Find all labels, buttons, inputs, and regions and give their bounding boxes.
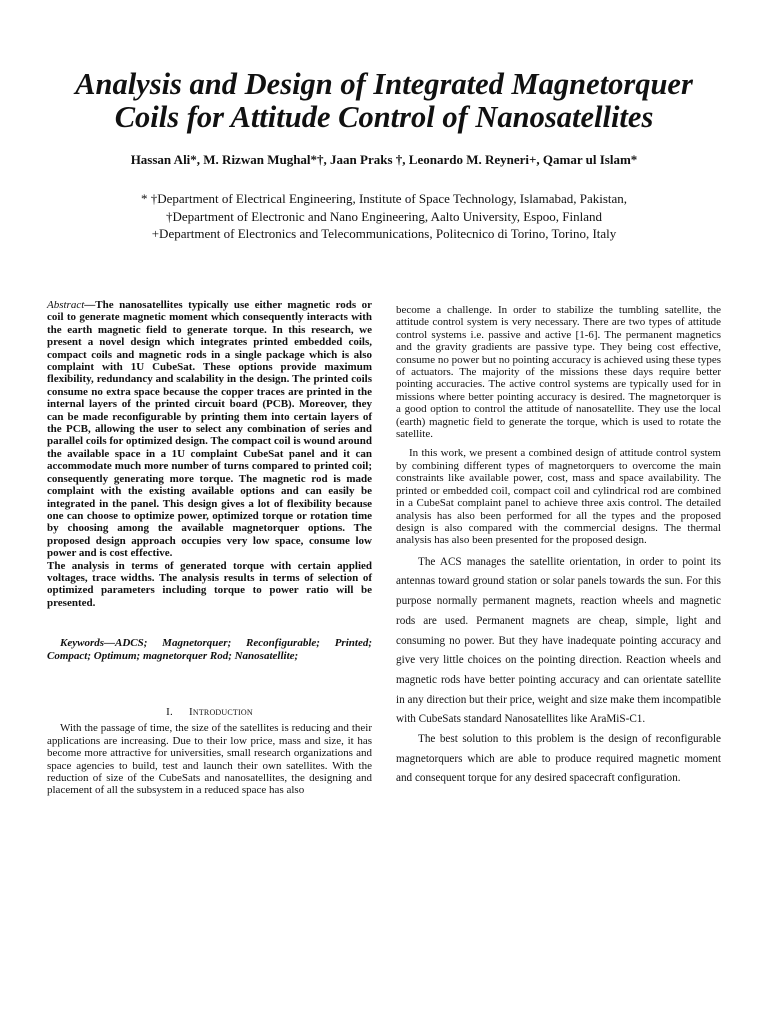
affiliation-3: +Department of Electronics and Telecommunications, Politecnico di Torino, Torino, Italy: [151, 226, 617, 241]
keywords: [47, 637, 372, 662]
affiliation-1: * †Department of Electrical Engineering, Institute of Space Technology, Islamabad, Pakistan,: [140, 191, 628, 206]
right-paragraph-4: The best solution to this problem is the design of reconfigurable magnetorquers which are able to produce required magnetic moment and consequent torque for any desired spacecraft configuration.: [396, 733, 721, 785]
author-list: Hassan Ali*, M. Rizwan Mughal*†, Jaan Praks †, Leonardo M. Reyneri+, Qamar ul Islam*: [130, 152, 638, 167]
title-line-1: Analysis and Design of Integrated Magnetorquer: [75, 67, 693, 101]
abstract: [47, 299, 372, 560]
affiliations: [30, 190, 738, 243]
section-number: I.: [166, 705, 173, 718]
keywords-text: ADCS; Magnetorquer; Reconfigurable; Printed; Compact; Optimum; magnetorquer Rod; Nanosatellite;: [47, 637, 372, 662]
abstract-lead: Abstract: [47, 299, 85, 311]
right-paragraph-3: The ACS manages the satellite orientation, in order to point its antennas toward ground station or solar panels towards the sun. For this purpose normally permanent magnets, reaction wheels and magnetic rods are used. Permanent magnets are cheap, simple, light and consuming no power. But they have inadequate pointing accuracy and give very little choices on the pointing direction. Reaction wheels and magnetic rods have better pointing accuracy and can orientate satellite in any direction but their price, weight and size make them incompatible with CubeSats standard Nanosatellites like AraMiS-C1.: [396, 555, 721, 726]
paper-title: [40, 68, 728, 134]
abstract-text-2: The analysis in terms of generated torque with certain applied voltages, trace widths. The analysis results in terms of selection of optimized parameters including torque to power ratio will be presented.: [47, 559, 372, 609]
right-paragraph-1: become a challenge. In order to stabilize the tumbling satellite, the attitude control system is very necessary. There are two types of attitude control systems i.e. passive and active [1-6]. The permanent magnetics and the gravity gradients are passive type. They being cost effective, consume no power but no pointing accuracy is achieved using these types of actuators. The majority of the missions these days require better pointing accuracies. The active control systems are typically used for in missions where better pointing accuracy is desired. The magnetorquer is a good option to control the attitude of nanosatellite. They use the local (earth) magnetic field to generate the torque, which is used to rotate the satellite.: [396, 304, 721, 441]
intro-paragraph-1: With the passage of time, the size of the satellites is reducing and their applications are increasing. Due to their low price, mass and size, it has become more attractive for universities, small research organizations and space agencies to build, test and launch their own satellites. With the reduction of size of the CubeSats and nanosatellites, the designing and placement of all the subsystem in a reduced space has also: [47, 722, 372, 797]
left-column: [47, 299, 372, 797]
affiliation-2: †Department of Electronic and Nano Engineering, Aalto University, Espoo, Finland: [166, 208, 602, 224]
title-line-2: Coils for Attitude Control of Nanosatellites: [114, 100, 654, 134]
right-paragraph-2: In this work, we present a combined design of attitude control system by combining different types of magnetorquers to overcome the main constraints like available power, cost, mass and space availability. The printed or embedded coil, compact coil and cylindrical rod are combined in a CubeSat complaint panel to achieve three axis control. The detailed analysis has also been performed for all the types and the proposed design is also compared with the commercial designs. The thermal analysis has also been presented for the proposed design.: [396, 447, 721, 547]
keywords-lead: Keywords—: [60, 637, 115, 650]
right-column: [396, 304, 721, 789]
section-title: Introduction: [188, 705, 253, 718]
section-heading-introduction: [47, 706, 372, 718]
abstract-text: —The nanosatellites typically use either magnetic rods or coil to generate magnetic moment which consequently interacts with the earth magnetic field to generate torque. In this research, we present a novel design which integrates printed embedded coils, compact coils and magnetic rods in a single package which is also complaint with 1U CubeSat. These options provide maximum flexibility, redundancy and scalability in the design. The printed coils consume no extra space because the copper traces are printed in the internal layers of the printed circuit board (PCB). Moreover, they can be made reconfigurable by printing them into certain layers of the PCB, allowing the user to select any combination of series and parallel coils for optimized design. The compact coil is wound around the available space in a 1U complaint CubeSat panel and it can accommodate much more number of turns compared to printed coil; consequently generating more torque. The magnetic rod is made complaint with the existing available options and can easily be integrated in the panel. This design gives a lot of flexibility because one can choose to optimize power, optimized torque or rotation time by choosing among the available magnetorquer options. The proposed design approach occupies very low space, consume low power and is cost effective.: [47, 299, 372, 560]
